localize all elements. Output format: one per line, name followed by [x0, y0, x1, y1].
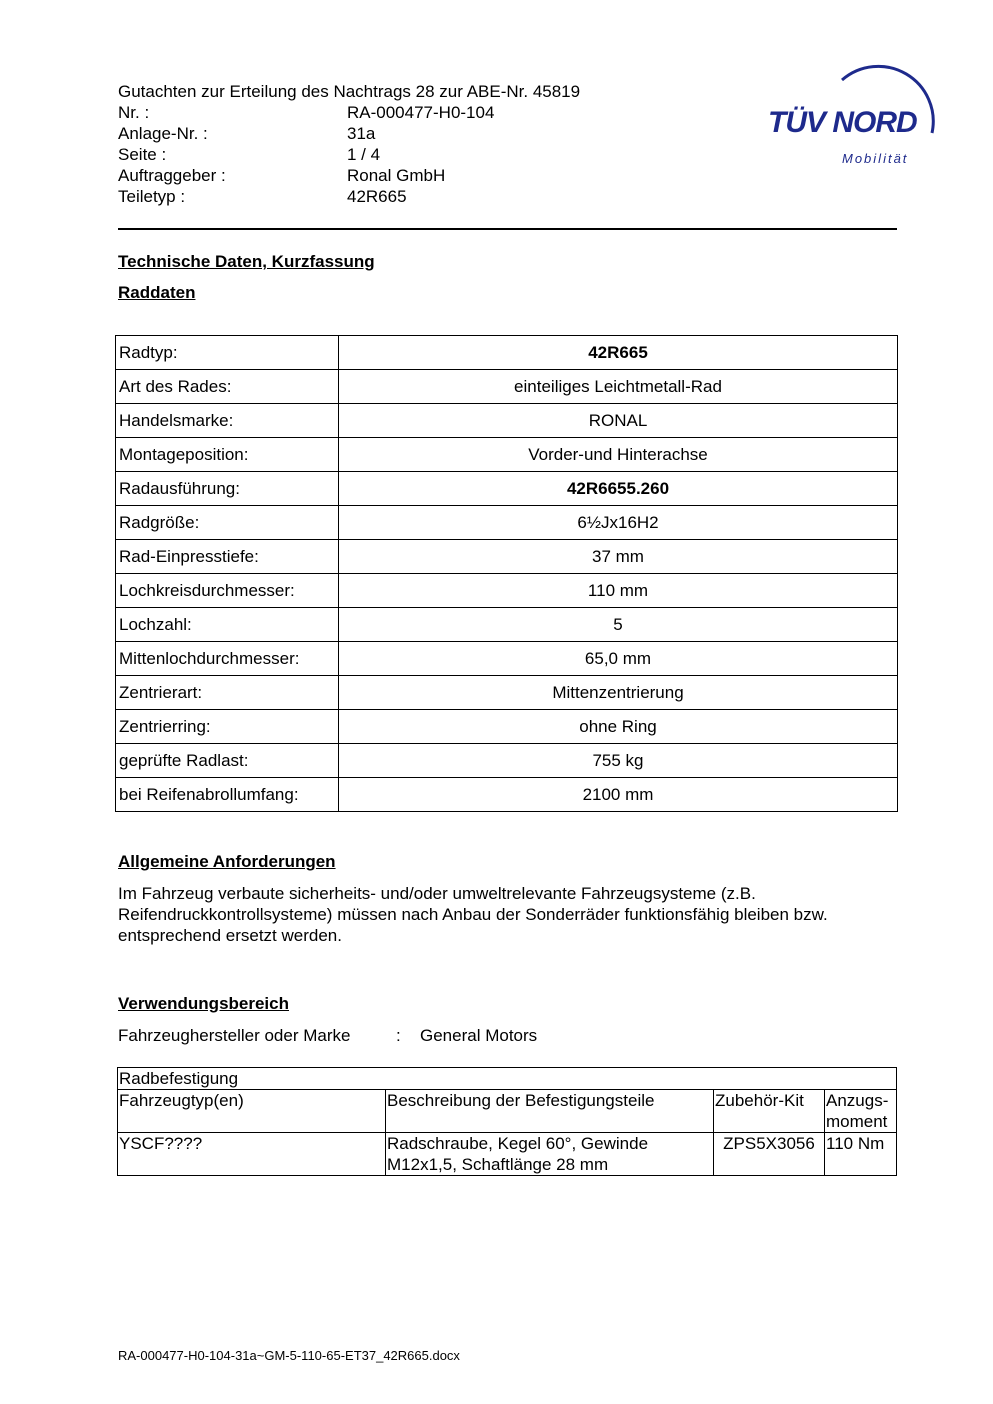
section-heading-verwendung: Verwendungsbereich	[118, 994, 289, 1013]
paragraph-line: Im Fahrzeug verbaute sicherheits- und/oder umweltrelevante Fahrzeugsysteme (z.B.	[118, 884, 756, 903]
table-row	[118, 1068, 897, 1090]
section-heading-tech: Technische Daten, Kurzfassung	[118, 252, 375, 271]
document-header	[118, 81, 580, 207]
paragraph-line: Reifendruckkontrollsysteme) müssen nach Anbau der Sonderräder funktionsfähig bleiben bzw.	[118, 905, 828, 924]
manufacturer-separator: :	[396, 1026, 401, 1045]
spec-value: 6½Jx16H2	[339, 506, 898, 540]
spec-value: 5	[339, 608, 898, 642]
header-divider	[118, 228, 897, 230]
table-row	[116, 574, 898, 608]
spec-label: Lochzahl:	[116, 608, 339, 642]
spec-label: Mittenlochdurchmesser:	[116, 642, 339, 676]
requirements-paragraph	[118, 883, 908, 946]
table-row	[116, 506, 898, 540]
mounting-table	[117, 1067, 897, 1176]
header-value: 31a	[347, 124, 376, 143]
column-header	[825, 1090, 897, 1133]
table-row	[116, 710, 898, 744]
tuv-nord-logo: TÜV NORD	[768, 106, 917, 139]
header-row	[118, 102, 580, 123]
spec-label: geprüfte Radlast:	[116, 744, 339, 778]
section-heading-allgemein: Allgemeine Anforderungen	[118, 852, 336, 871]
header-line: moment	[826, 1112, 888, 1131]
footer-filename: RA-000477-H0-104-31a~GM-5-110-65-ET37_42R665.docx	[118, 1348, 460, 1363]
column-header: Fahrzeugtyp(en)	[118, 1090, 386, 1133]
header-label: Seite :	[118, 145, 167, 164]
header-label: Auftraggeber :	[118, 166, 226, 185]
spec-value: 110 mm	[339, 574, 898, 608]
logo-subtitle: Mobilität	[842, 151, 909, 166]
spec-label: Lochkreisdurchmesser:	[116, 574, 339, 608]
spec-value: 37 mm	[339, 540, 898, 574]
header-value: Ronal GmbH	[347, 166, 446, 185]
table-row	[116, 336, 898, 370]
manufacturer-label: Fahrzeughersteller oder Marke	[118, 1026, 351, 1045]
table-row	[118, 1090, 897, 1133]
fastener-description	[386, 1133, 714, 1176]
spec-label: bei Reifenabrollumfang:	[116, 778, 339, 812]
header-row	[118, 144, 580, 165]
header-label: Teiletyp :	[118, 187, 186, 206]
table-row	[118, 1133, 897, 1176]
desc-line: Radschraube, Kegel 60°, Gewinde	[387, 1134, 649, 1153]
paragraph-line: entsprechend ersetzt werden.	[118, 926, 342, 945]
section-heading-raddaten: Raddaten	[118, 283, 196, 302]
table-row	[116, 608, 898, 642]
vehicle-type: YSCF????	[118, 1133, 386, 1176]
torque-value: 110 Nm	[825, 1133, 897, 1176]
table-row	[116, 438, 898, 472]
table-row	[116, 404, 898, 438]
header-label: Nr. :	[118, 103, 150, 122]
spec-label: Radtyp:	[116, 336, 339, 370]
desc-line: M12x1,5, Schaftlänge 28 mm	[387, 1155, 609, 1174]
spec-label: Montageposition:	[116, 438, 339, 472]
spec-value: 2100 mm	[339, 778, 898, 812]
header-line: Anzugs-	[826, 1091, 889, 1110]
header-row	[118, 123, 580, 144]
spec-label: Handelsmarke:	[116, 404, 339, 438]
table-row	[116, 540, 898, 574]
header-value: RA-000477-H0-104	[347, 103, 495, 122]
header-value: 42R665	[347, 187, 407, 206]
table-row	[116, 778, 898, 812]
header-label: Anlage-Nr. :	[118, 124, 208, 143]
spec-value: Vorder-und Hinterachse	[339, 438, 898, 472]
spec-value: 65,0 mm	[339, 642, 898, 676]
spec-value: ohne Ring	[339, 710, 898, 744]
wheel-spec-table	[115, 335, 898, 812]
spec-label: Art des Rades:	[116, 370, 339, 404]
mounting-caption: Radbefestigung	[118, 1068, 897, 1090]
spec-label: Zentrierart:	[116, 676, 339, 710]
header-row	[118, 186, 580, 207]
accessory-kit: ZPS5X3056	[714, 1133, 825, 1176]
document-title: Gutachten zur Erteilung des Nachtrags 28 zur ABE-Nr. 45819	[118, 82, 581, 101]
spec-value: 755 kg	[339, 744, 898, 778]
spec-value: einteiliges Leichtmetall-Rad	[339, 370, 898, 404]
spec-label: Rad-Einpresstiefe:	[116, 540, 339, 574]
spec-value: Mittenzentrierung	[339, 676, 898, 710]
spec-value: RONAL	[339, 404, 898, 438]
table-row	[116, 472, 898, 506]
spec-label: Radgröße:	[116, 506, 339, 540]
header-row	[118, 165, 580, 186]
spec-value: 42R6655.260	[339, 472, 898, 506]
table-row	[116, 370, 898, 404]
spec-label: Radausführung:	[116, 472, 339, 506]
spec-value: 42R665	[339, 336, 898, 370]
table-row	[116, 642, 898, 676]
table-row	[116, 744, 898, 778]
column-header: Zubehör-Kit	[714, 1090, 825, 1133]
column-header: Beschreibung der Befestigungsteile	[386, 1090, 714, 1133]
manufacturer-line	[118, 1026, 537, 1046]
table-row	[116, 676, 898, 710]
manufacturer-value: General Motors	[420, 1026, 538, 1045]
header-value: 1 / 4	[347, 145, 381, 164]
spec-label: Zentrierring:	[116, 710, 339, 744]
